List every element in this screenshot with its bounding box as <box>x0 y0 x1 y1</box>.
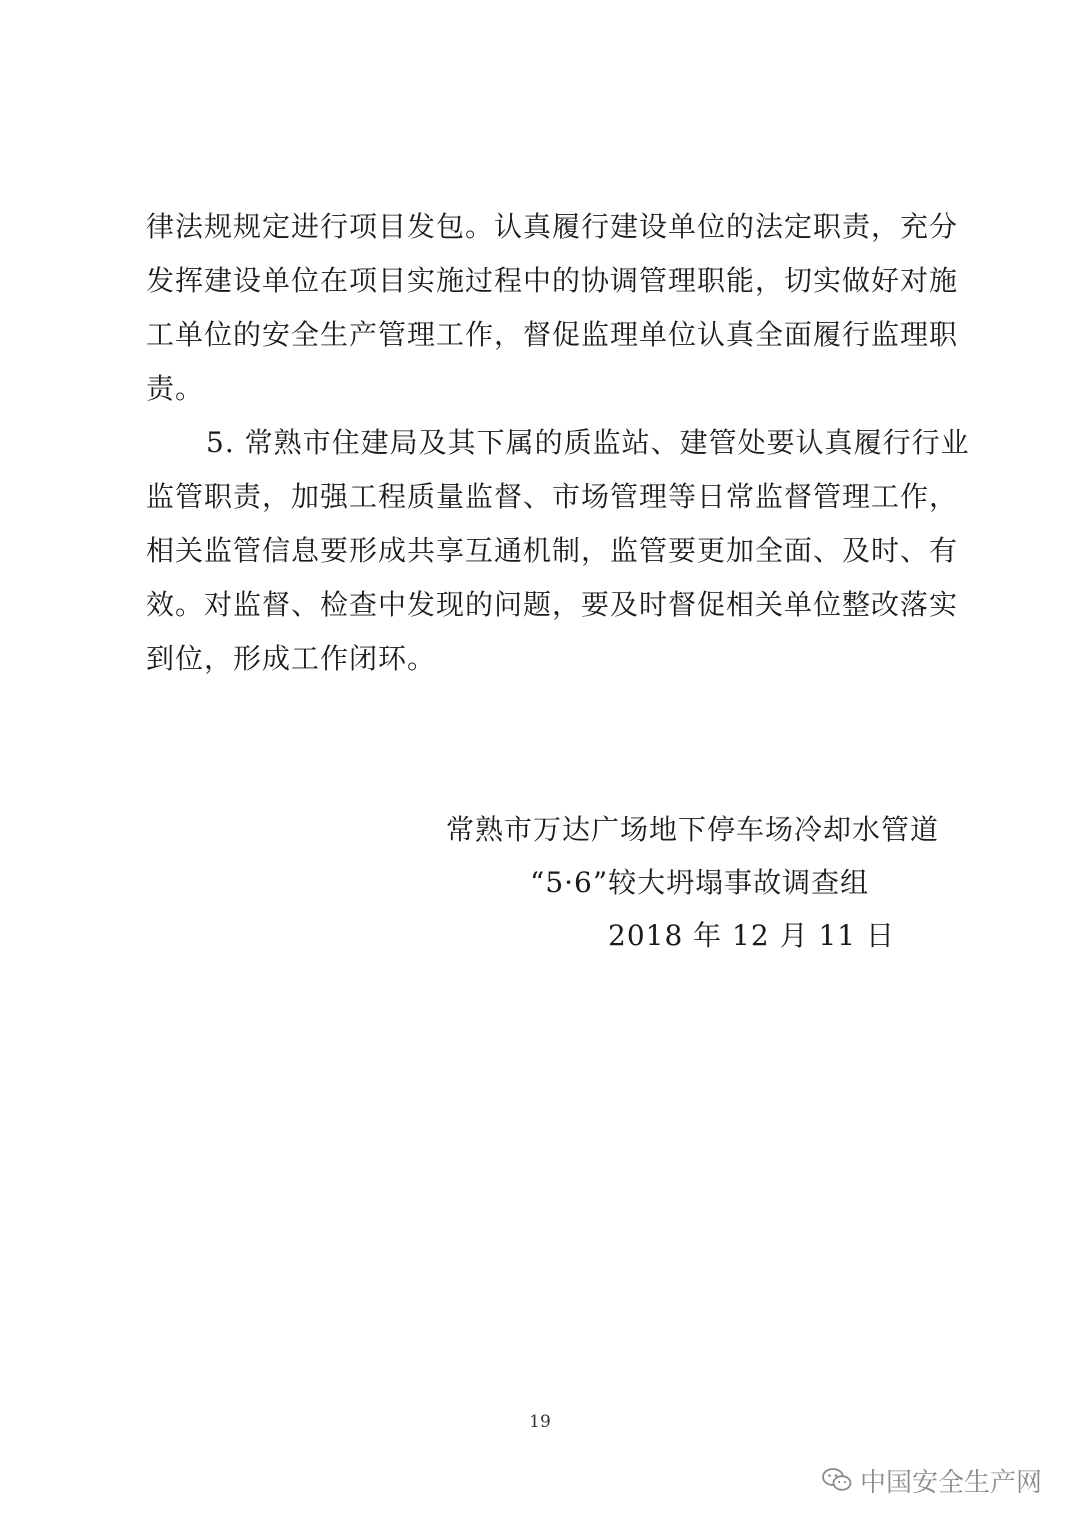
signature-group: “5·6”较大坍塌事故调查组 <box>530 866 870 899</box>
watermark-text: 中国安全生产网 <box>859 1467 1042 1498</box>
paragraph-line: 监管职责，加强工程质量监督、市场管理等日常监督管理工作， <box>146 480 959 513</box>
paragraph-line: 到位，形成工作闭环。 <box>146 642 437 675</box>
paragraph-line: 相关监管信息要形成共享互通机制，监管要更加全面、及时、有 <box>146 534 959 567</box>
paragraph-2 <box>146 416 970 686</box>
paragraph-line: 工单位的安全生产管理工作，督促监理单位认真全面履行监理职 <box>146 318 959 351</box>
paragraph-line: 发挥建设单位在项目实施过程中的协调管理职能，切实做好对施 <box>146 264 959 297</box>
paragraph-line: 责。 <box>146 372 205 405</box>
paragraph-line: 5. 常熟市住建局及其下属的质监站、建管处要认真履行行业 <box>206 426 970 459</box>
watermark <box>822 1460 1042 1500</box>
paragraph-line: 律法规规定进行项目发包。认真履行建设单位的法定职责，充分 <box>146 210 959 243</box>
signature-date: 2018 年 12 月 11 日 <box>608 919 896 952</box>
body-text <box>146 200 970 686</box>
page-number: 19 <box>529 1412 551 1432</box>
paragraph-line: 效。对监督、检查中发现的问题，要及时督促相关单位整改落实 <box>146 588 959 621</box>
wechat-icon <box>822 1467 852 1493</box>
paragraph-1 <box>146 200 959 416</box>
signature-organization: 常熟市万达广场地下停车场冷却水管道 <box>446 813 940 846</box>
signature-block <box>446 803 946 962</box>
